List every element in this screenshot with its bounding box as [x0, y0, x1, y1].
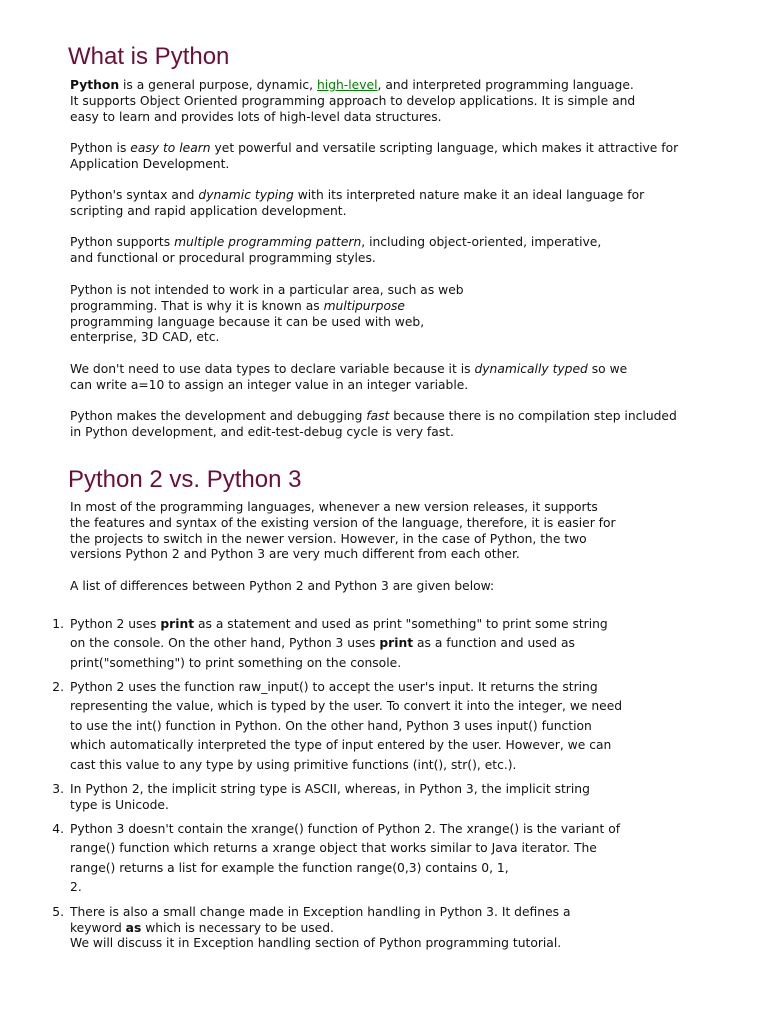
text-run: keyword — [70, 920, 126, 935]
text-run: Application Development. — [70, 156, 230, 171]
text-line — [70, 204, 644, 220]
text-run: in Python development, and edit-test-debug cycle is very fast. — [70, 424, 454, 439]
bold-text: Python — [70, 78, 120, 92]
text-run: representing the value, which is typed by the user. To convert it into the integer, we need — [70, 699, 623, 714]
text-line — [70, 936, 571, 952]
list-number: 2. — [52, 680, 64, 694]
italic-text: multipurpose — [323, 298, 405, 313]
italic-text: easy to learn — [130, 141, 211, 155]
text-run: yet powerful and versatile scripting language, which makes it attractive for — [210, 141, 679, 155]
text-line — [70, 905, 571, 921]
heading-python-2-vs-3: Python 2 vs. Python 3 — [68, 466, 302, 493]
text-line — [70, 94, 635, 110]
paragraph — [70, 579, 494, 595]
text-run: print("something") to print something on the console. — [70, 655, 402, 670]
list-number: 4. — [52, 822, 64, 836]
text-run: so we — [587, 362, 628, 376]
text-run: range() returns a list for example the function range(0,3) contains 0, 1, — [70, 860, 509, 875]
text-run: can write a=10 to assign an integer value in an integer variable. — [70, 377, 469, 392]
text-run: and functional or procedural programming styles. — [70, 250, 376, 265]
list-item — [52, 820, 621, 898]
text-line — [70, 110, 635, 126]
text-line — [70, 362, 627, 378]
text-line — [70, 782, 590, 798]
text-run: to use the int() function in Python. On the other hand, Python 3 uses input() function — [70, 718, 592, 733]
text-run: with its interpreted nature make it an ideal language for — [293, 188, 645, 202]
text-line — [70, 678, 622, 697]
list-number: 3. — [52, 782, 64, 796]
italic-text: dynamically typed — [474, 362, 588, 376]
text-line — [70, 878, 620, 897]
text-line — [70, 141, 678, 157]
text-line — [70, 516, 616, 532]
text-line — [70, 409, 677, 425]
paragraph — [70, 78, 635, 125]
text-run: type is Unicode. — [70, 797, 169, 812]
text-run: Python makes the development and debugging — [70, 409, 367, 423]
text-run: easy to learn and provides lots of high-level data structures. — [70, 109, 442, 124]
text-line — [70, 634, 608, 653]
text-run: the projects to switch in the newer version. However, in the case of Python, the two — [70, 531, 587, 546]
text-run: Python 3 doesn't contain the xrange() function of Python 2. The xrange() is the variant of — [70, 822, 621, 836]
text-run: is a general purpose, dynamic, — [119, 78, 317, 92]
italic-text: multiple programming pattern — [174, 235, 362, 249]
text-run: In most of the programming languages, whenever a new version releases, it supports — [70, 500, 598, 514]
text-run: A list of differences between Python 2 and Python 3 are given below: — [70, 579, 495, 593]
text-run: , and interpreted programming language. — [377, 78, 634, 92]
text-line — [70, 717, 622, 736]
text-line — [70, 188, 644, 204]
text-line — [70, 579, 494, 595]
text-run: on the console. On the other hand, Python 3 uses — [70, 636, 380, 651]
text-run: We don't need to use data types to declare variable because it is — [70, 362, 475, 376]
bold-text: print — [160, 617, 195, 631]
text-line — [70, 921, 571, 937]
text-line — [70, 615, 608, 634]
text-run: which automatically interpreted the type of input entered by the user. However, we can — [70, 738, 612, 753]
bold-text: as — [125, 920, 142, 935]
text-line — [70, 500, 616, 516]
text-run: Python supports — [70, 235, 175, 249]
bold-text: print — [379, 636, 414, 651]
paragraph — [70, 362, 627, 394]
text-line — [70, 736, 622, 755]
text-line — [70, 697, 622, 716]
text-line — [70, 78, 635, 94]
text-line — [70, 532, 616, 548]
text-run: because there is no compilation step included — [389, 409, 677, 423]
italic-text: dynamic typing — [198, 188, 294, 202]
text-line — [70, 235, 601, 251]
text-run: We will discuss it in Exception handling section of Python programming tutorial. — [70, 936, 562, 951]
text-run: scripting and rapid application development. — [70, 203, 347, 218]
text-run: as a statement and used as print "something" to print some string — [194, 617, 608, 631]
text-run: Python 2 uses the function raw_input() to accept the user's input. It returns the string — [70, 680, 598, 694]
text-line — [70, 283, 464, 299]
text-line — [70, 547, 616, 563]
text-run: Python is — [70, 141, 131, 155]
text-run: Python is not intended to work in a particular area, such as web — [70, 283, 464, 297]
text-line — [70, 798, 590, 814]
text-line — [70, 378, 627, 394]
list-number: 5. — [52, 905, 64, 919]
paragraph — [70, 141, 678, 173]
text-run: which is necessary to be used. — [141, 920, 334, 935]
list-item — [52, 678, 623, 775]
text-run: enterprise, 3D CAD, etc. — [70, 330, 220, 345]
paragraph — [70, 409, 677, 441]
text-line — [70, 251, 601, 267]
inline-link[interactable]: high-level — [317, 78, 378, 92]
text-run: In Python 2, the implicit string type is ASCII, whereas, in Python 3, the implicit string — [70, 782, 590, 796]
text-run: Python's syntax and — [70, 188, 199, 202]
text-line — [70, 654, 608, 673]
list-item — [52, 905, 571, 952]
text-run: Python 2 uses — [70, 617, 161, 631]
text-line — [70, 756, 622, 775]
text-run: programming language because it can be used with web, — [70, 314, 425, 329]
text-line — [70, 299, 464, 315]
paragraph — [70, 500, 616, 563]
text-run: versions Python 2 and Python 3 are very much different from each other. — [70, 547, 520, 562]
text-line — [70, 425, 677, 441]
text-line — [70, 157, 678, 173]
list-number: 1. — [52, 617, 64, 631]
text-run: 2. — [70, 880, 82, 895]
text-line — [70, 859, 620, 878]
list-item — [52, 782, 590, 813]
text-line — [70, 839, 620, 858]
text-run: the features and syntax of the existing version of the language, therefore, it is easier for — [70, 515, 616, 530]
text-run: It supports Object Oriented programming approach to develop applications. It is simple and — [70, 93, 636, 108]
list-item — [52, 615, 608, 673]
paragraph — [70, 235, 601, 267]
text-line — [70, 330, 464, 346]
paragraph — [70, 283, 464, 346]
text-run: cast this value to any type by using primitive functions (int(), str(), etc.). — [70, 757, 517, 772]
text-run: range() function which returns a xrange object that works similar to Java iterator. The — [70, 841, 597, 856]
italic-text: fast — [366, 409, 390, 423]
text-line — [70, 820, 620, 839]
text-run: There is also a small change made in Exception handling in Python 3. It defines a — [70, 905, 571, 919]
text-run: as a function and used as — [413, 636, 575, 651]
paragraph — [70, 188, 644, 220]
text-run: , including object-oriented, imperative, — [361, 235, 602, 249]
text-run: programming. That is why it is known as — [70, 298, 324, 313]
text-line — [70, 315, 464, 331]
heading-what-is-python: What is Python — [68, 43, 230, 70]
